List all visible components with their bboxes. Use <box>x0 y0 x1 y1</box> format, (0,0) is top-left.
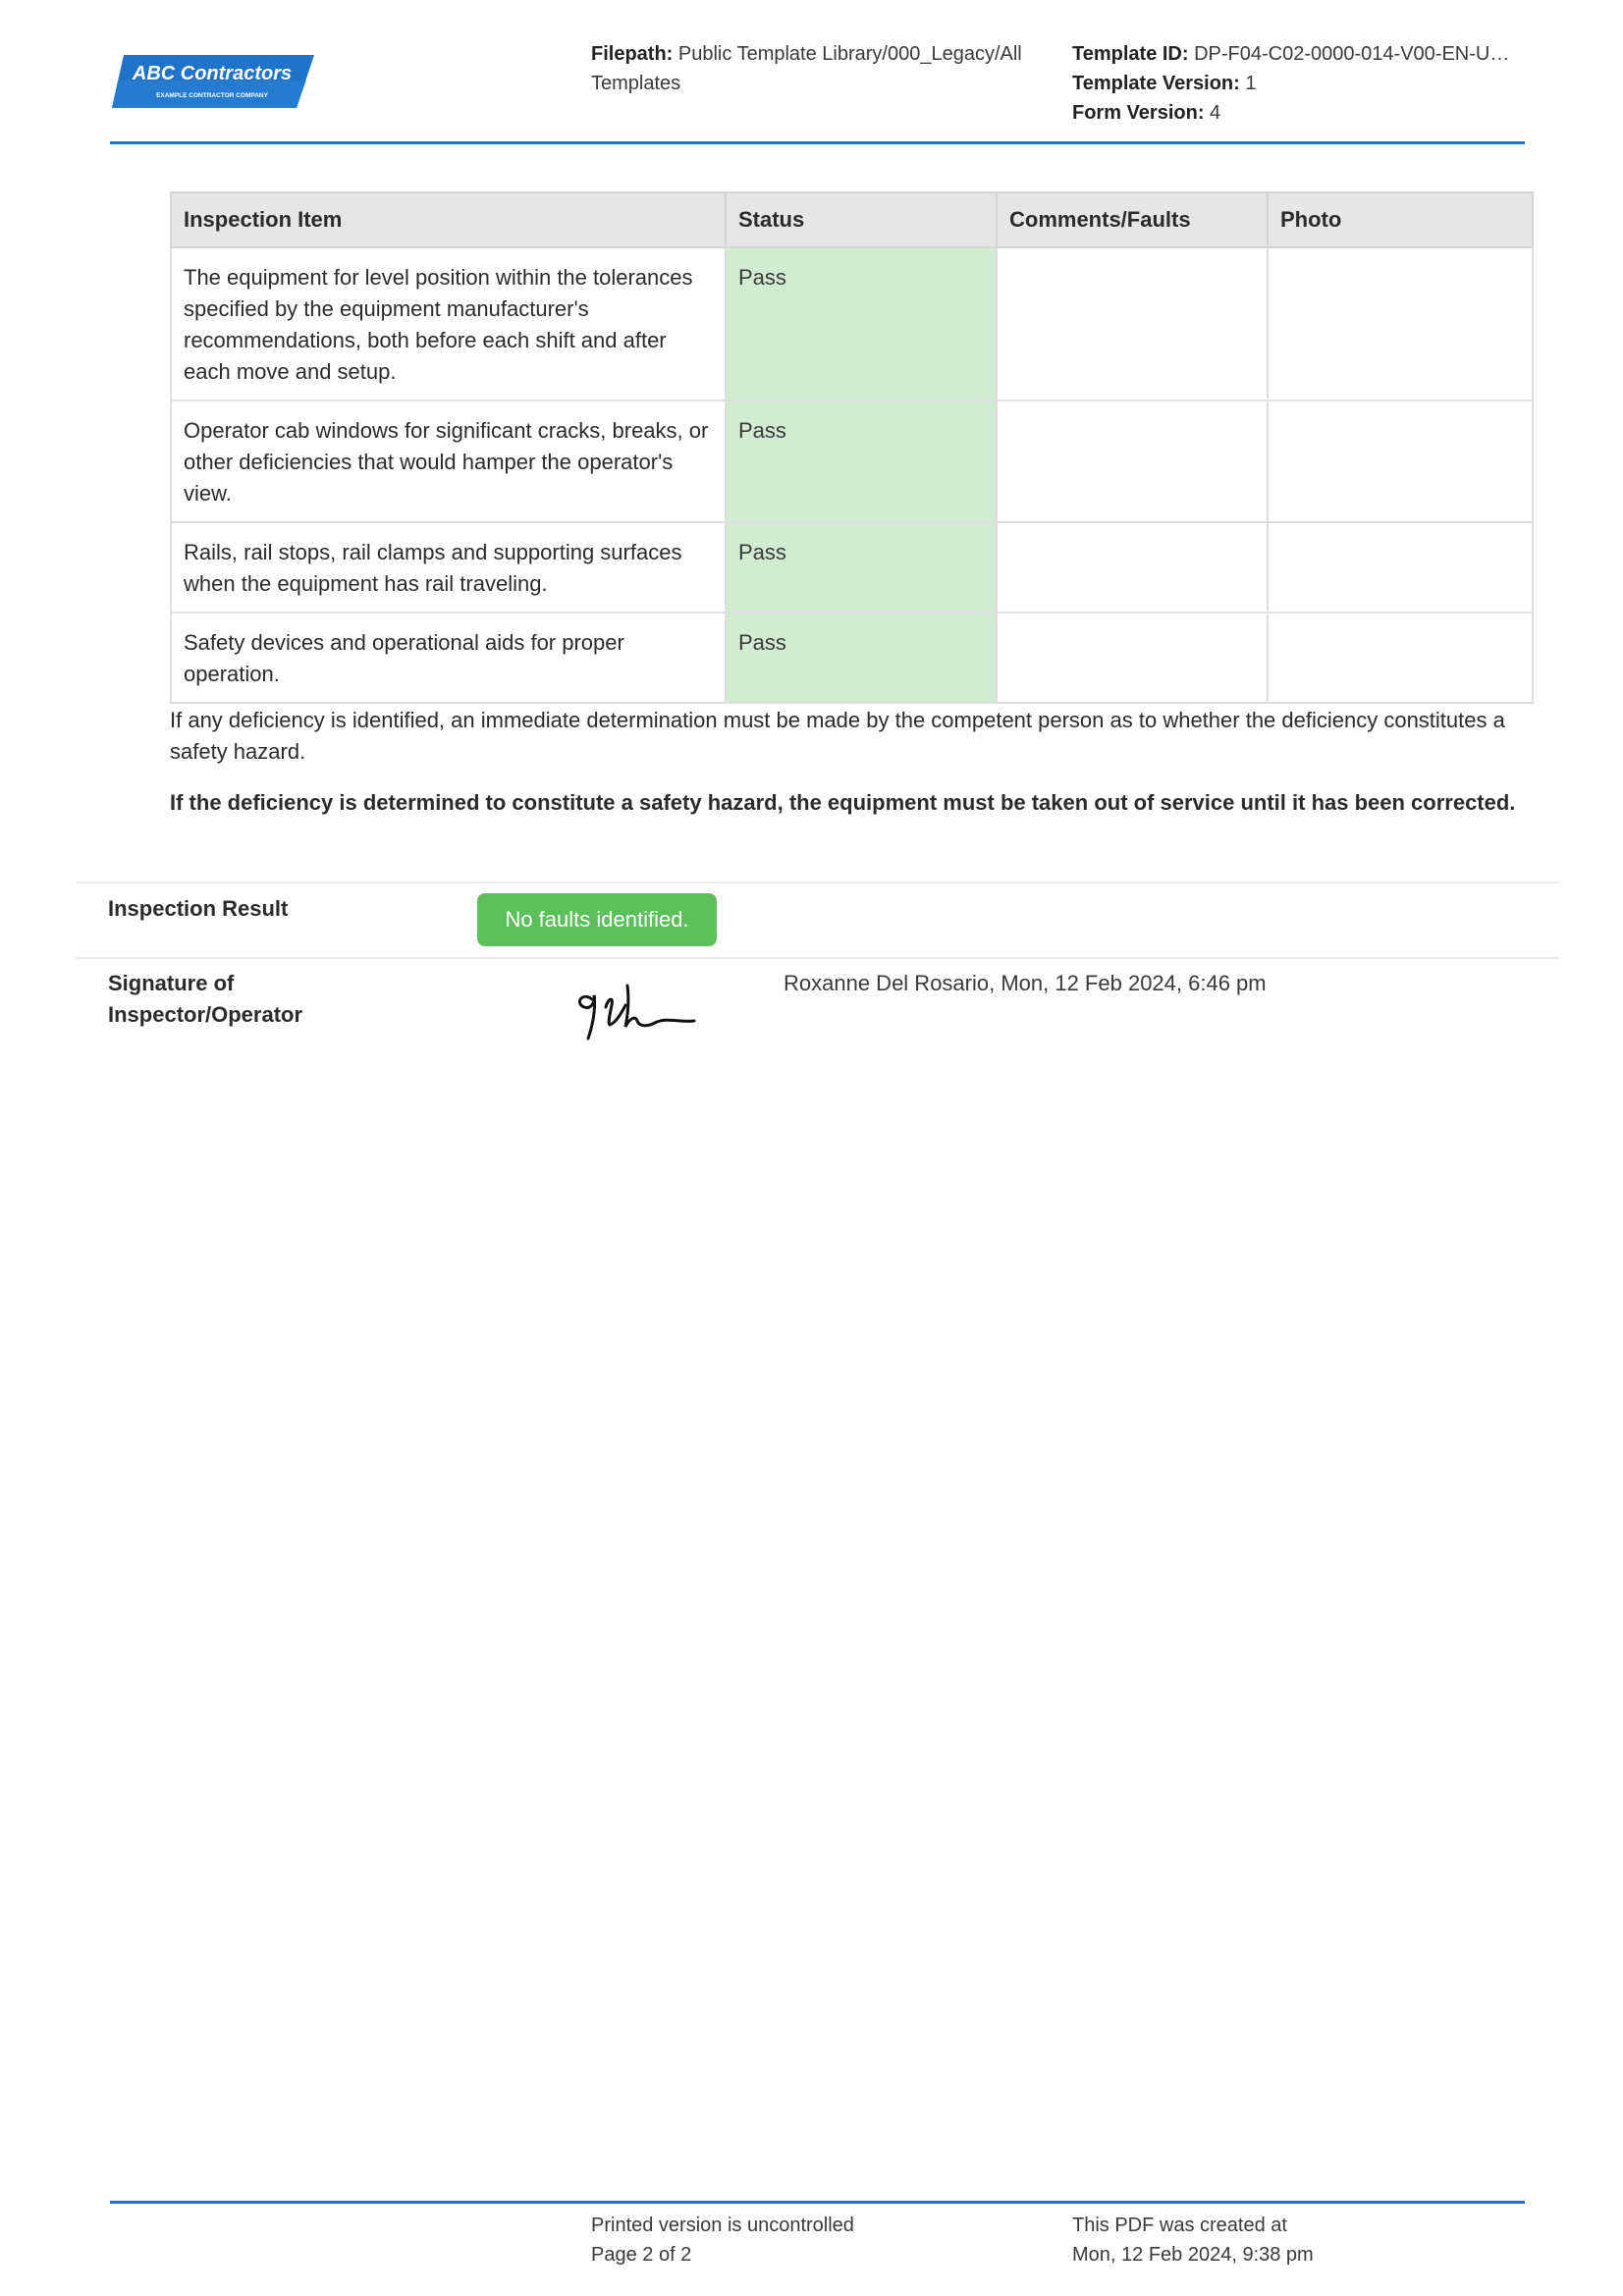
photo-cell <box>1268 613 1533 703</box>
filepath-label: Filepath: <box>591 43 674 65</box>
filepath-block <box>591 39 1053 98</box>
status-cell: Pass <box>726 613 997 703</box>
comments-cell <box>997 613 1268 703</box>
form-version-label: Form Version: <box>1072 102 1205 124</box>
inspection-result-label: Inspection Result <box>108 896 289 921</box>
template-version-line <box>1072 69 1534 98</box>
template-id-line <box>1072 39 1534 69</box>
table-row <box>171 613 1533 703</box>
logo-tagline: EXAMPLE CONTRACTOR COMPANY <box>156 92 268 99</box>
table-row <box>171 247 1533 400</box>
section-divider <box>77 881 1559 883</box>
created-timestamp: Mon, 12 Feb 2024, 9:38 pm <box>1072 2244 1314 2266</box>
inspection-item-cell: The equipment for level position within the tolerances specified by the equipment manufacturer's recommendations, both before each shift and after each move and setup. <box>171 247 726 400</box>
template-version-label: Template Version: <box>1072 73 1240 94</box>
status-cell: Pass <box>726 522 997 613</box>
created-label: This PDF was created at <box>1072 2215 1287 2236</box>
status-cell: Pass <box>726 400 997 522</box>
template-id-label: Template ID: <box>1072 43 1189 65</box>
uncontrolled-notice: Printed version is uncontrolled <box>591 2215 854 2236</box>
table-header-row <box>171 192 1533 247</box>
filepath-value: Public Template Library/000_Legacy/All Templates <box>591 43 1022 94</box>
inspection-result-badge: No faults identified. <box>477 893 717 946</box>
photo-cell <box>1268 522 1533 613</box>
inspection-table <box>170 191 1534 704</box>
inspection-item-cell: Safety devices and operational aids for proper operation. <box>171 613 726 703</box>
inspection-item-cell: Operator cab windows for significant cracks, breaks, or other deficiencies that would hamper the operator's view. <box>171 400 726 522</box>
signature-image <box>572 978 700 1044</box>
header-divider <box>110 141 1525 144</box>
column-header-status: Status <box>726 192 997 247</box>
column-header-comments: Comments/Faults <box>997 192 1268 247</box>
template-id-value: DP-F04-C02-0000-014-V00-EN-U… <box>1194 43 1510 65</box>
logo-name: ABC Contractors <box>132 63 293 84</box>
comments-cell <box>997 400 1268 522</box>
column-header-photo: Photo <box>1268 192 1533 247</box>
company-logo <box>110 51 316 112</box>
section-divider <box>77 957 1559 959</box>
table-row <box>171 522 1533 613</box>
comments-cell <box>997 522 1268 613</box>
inspection-item-cell: Rails, rail stops, rail clamps and supporting surfaces when the equipment has rail traveling. <box>171 522 726 613</box>
footer-right <box>1072 2211 1314 2269</box>
deficiency-note: If any deficiency is identified, an immediate determination must be made by the competent person as to whether the deficiency constitutes a safety hazard. <box>170 708 1505 764</box>
footer-left <box>591 2211 854 2269</box>
form-version-value: 4 <box>1210 102 1221 124</box>
comments-cell <box>997 247 1268 400</box>
table-row <box>171 400 1533 522</box>
status-cell: Pass <box>726 247 997 400</box>
signed-by-text: Roxanne Del Rosario, Mon, 12 Feb 2024, 6:46 pm <box>784 971 1267 995</box>
photo-cell <box>1268 400 1533 522</box>
page-number: Page 2 of 2 <box>591 2244 692 2266</box>
column-header-inspection-item: Inspection Item <box>171 192 726 247</box>
photo-cell <box>1268 247 1533 400</box>
form-version-line <box>1072 98 1534 128</box>
template-info-block <box>1072 39 1534 128</box>
safety-hazard-note: If the deficiency is determined to constitute a safety hazard, the equipment must be taken out of service until it has been corrected. <box>170 790 1516 815</box>
template-version-value: 1 <box>1245 73 1257 94</box>
footer-divider <box>110 2201 1525 2204</box>
signature-label: Signature of Inspector/Operator <box>108 971 303 1027</box>
